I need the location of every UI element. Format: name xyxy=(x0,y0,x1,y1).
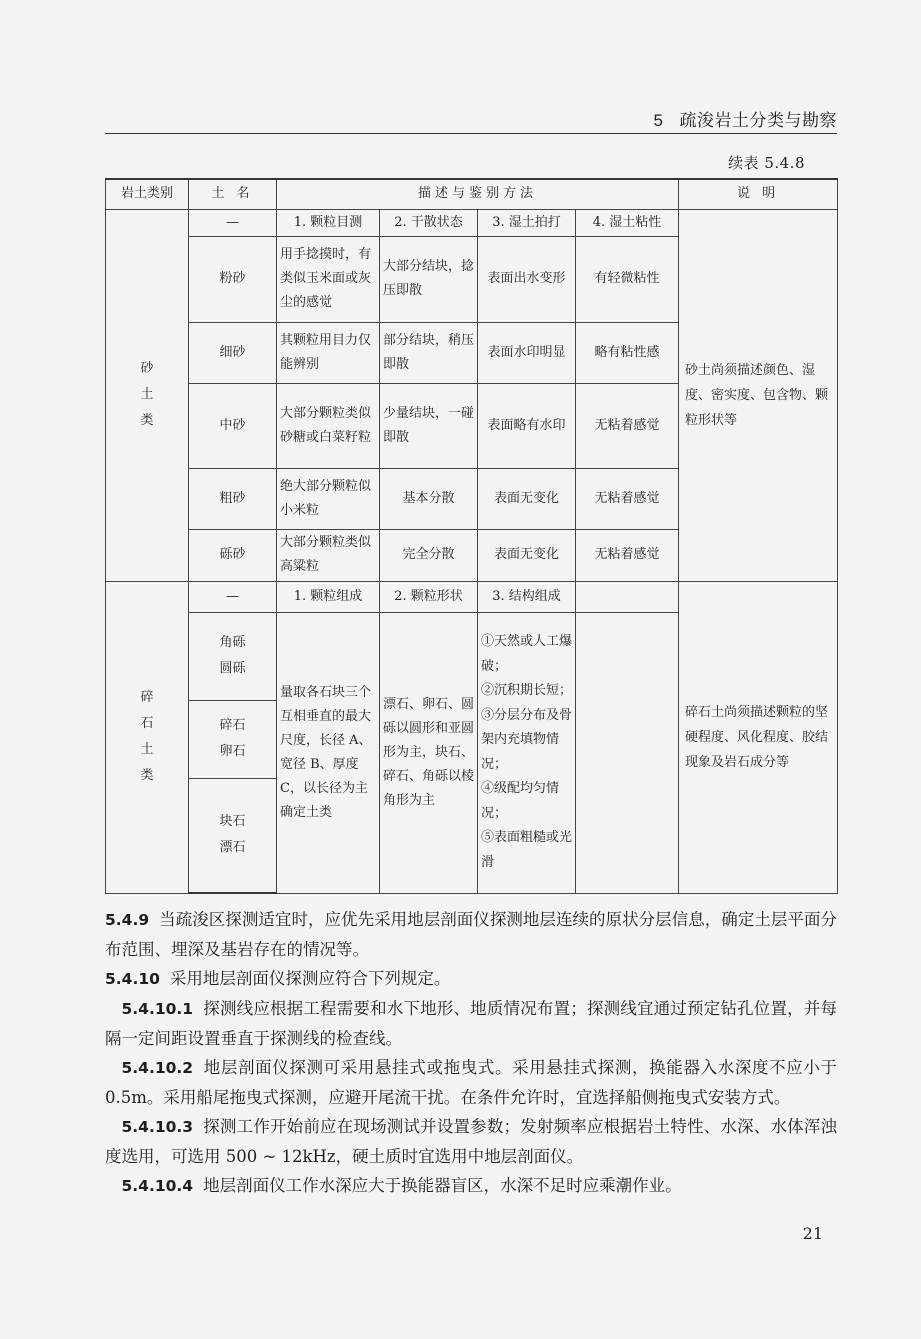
chapter-number: 5 xyxy=(653,111,664,130)
gravel-name: 角砾 圆砾 xyxy=(189,612,277,700)
visual-desc: 绝大部分颗粒似小米粒 xyxy=(277,468,380,529)
gravel-subheader-3: 3. 结构组成 xyxy=(478,581,576,612)
sticky-desc: 略有粘性感 xyxy=(576,322,679,383)
col-header-note: 说 明 xyxy=(679,179,838,209)
soil-classification-table xyxy=(105,178,838,894)
paragraph: 5.4.10 采用地层剖面仪探测应符合下列规定。 xyxy=(105,969,451,988)
soil-name: 粉砂 xyxy=(189,236,277,322)
paragraph: 5.4.10.4 地层剖面仪工作水深应大于换能器盲区，水深不足时应乘潮作业。 xyxy=(121,1176,682,1195)
gravel-dash: — xyxy=(189,581,277,612)
dry-desc: 完全分散 xyxy=(380,529,478,581)
gravel-note: 碎石土尚须描述颗粒的坚硬程度、风化程度、胶结现象及岩石成分等 xyxy=(679,581,838,893)
sand-dash: — xyxy=(189,209,277,236)
visual-desc: 大部分颗粒类似高粱粒 xyxy=(277,529,380,581)
gravel-subheader-2: 2. 颗粒形状 xyxy=(380,581,478,612)
slap-desc: 表面无变化 xyxy=(478,529,576,581)
sand-subheader-1: 1. 颗粒目测 xyxy=(277,209,380,236)
dry-desc: 基本分散 xyxy=(380,468,478,529)
sticky-desc: 无粘着感觉 xyxy=(576,529,679,581)
col-header-method: 描述与鉴别方法 xyxy=(277,179,679,209)
col-header-category: 岩土类别 xyxy=(106,179,189,209)
slap-desc: 表面略有水印 xyxy=(478,383,576,468)
gravel-name: 碎石 卵石 xyxy=(189,700,277,778)
table-caption: 续表 5.4.8 xyxy=(728,154,805,172)
sand-subheader-3: 3. 湿土拍打 xyxy=(478,209,576,236)
sand-note: 砂土尚须描述颜色、湿度、密实度、包含物、颗粒形状等 xyxy=(679,209,838,581)
paragraph: 5.4.9 当疏浚区探测适宜时，应优先采用地层剖面仪探测地层连续的原状分层信息，确定土层平面分布范围、埋深及基岩存在的情况等。 xyxy=(105,910,837,959)
gravel-structure: ①天然或人工爆破； ②沉积期长短； ③分层分布及骨架内充填物情况； ④级配均匀情况； ⑤表面粗糙或光滑 xyxy=(478,612,576,893)
gravel-subheader-4 xyxy=(576,581,679,612)
header-row xyxy=(106,179,838,209)
soil-name: 细砂 xyxy=(189,322,277,383)
chapter-title: 疏浚岩土分类与勘察 xyxy=(679,111,837,131)
slap-desc: 表面出水变形 xyxy=(478,236,576,322)
sticky-desc: 无粘着感觉 xyxy=(576,383,679,468)
sand-category: 砂 土 类 xyxy=(106,209,189,581)
body-text xyxy=(105,905,837,1201)
gravel-category: 碎 石 土 类 xyxy=(106,581,189,893)
gravel-shape: 漂石、卵石、圆砾以圆形和亚圆形为主，块石、碎石、角砾以棱角形为主 xyxy=(380,612,478,893)
gravel-empty-cell xyxy=(576,612,679,893)
soil-name: 粗砂 xyxy=(189,468,277,529)
sand-subheader-4: 4. 湿土粘性 xyxy=(576,209,679,236)
sand-subheader-2: 2. 干散状态 xyxy=(380,209,478,236)
sticky-desc: 有轻微粘性 xyxy=(576,236,679,322)
slap-desc: 表面无变化 xyxy=(478,468,576,529)
visual-desc: 用手捻摸时，有类似玉米面或灰尘的感觉 xyxy=(277,236,380,322)
gravel-name: 块石 漂石 xyxy=(189,778,277,893)
running-head xyxy=(654,106,837,131)
dry-desc: 部分结块，稍压即散 xyxy=(380,322,478,383)
header-rule xyxy=(105,133,837,134)
slap-desc: 表面水印明显 xyxy=(478,322,576,383)
paragraph: 5.4.10.3 探测工作开始前应在现场测试并设置参数；发射频率应根据岩土特性、水深、水体浑浊度选用，可选用 500 ~ 12kHz，硬土质时宜选用中地层剖面仪。 xyxy=(105,1117,837,1166)
sticky-desc: 无粘着感觉 xyxy=(576,468,679,529)
visual-desc: 大部分颗粒类似砂糖或白菜籽粒 xyxy=(277,383,380,468)
dry-desc: 少量结块，一碰即散 xyxy=(380,383,478,468)
soil-name: 中砂 xyxy=(189,383,277,468)
paragraph: 5.4.10.1 探测线应根据工程需要和水下地形、地质情况布置；探测线宜通过预定钻孔位置，并每隔一定间距设置垂直于探测线的检查线。 xyxy=(105,999,837,1048)
page-number: 21 xyxy=(802,1224,823,1243)
sand-subheader-row xyxy=(106,209,838,236)
soil-name: 砾砂 xyxy=(189,529,277,581)
paragraph: 5.4.10.2 地层剖面仪探测可采用悬挂式或拖曳式。采用悬挂式探测，换能器入水深度不应小于 0.5m。采用船尾拖曳式探测，应避开尾流干扰。在条件允许时，宜选择船侧拖曳式安装方式。 xyxy=(105,1058,837,1107)
dry-desc: 大部分结块，捻压即散 xyxy=(380,236,478,322)
gravel-subheader-row xyxy=(106,581,838,612)
visual-desc: 其颗粒用目力仅能辨别 xyxy=(277,322,380,383)
col-header-name: 土 名 xyxy=(189,179,277,209)
gravel-subheader-1: 1. 颗粒组成 xyxy=(277,581,380,612)
gravel-composition: 量取各石块三个互相垂直的最大尺度，长径 A、宽径 B、厚度 C，以长径为主确定土类 xyxy=(277,612,380,893)
